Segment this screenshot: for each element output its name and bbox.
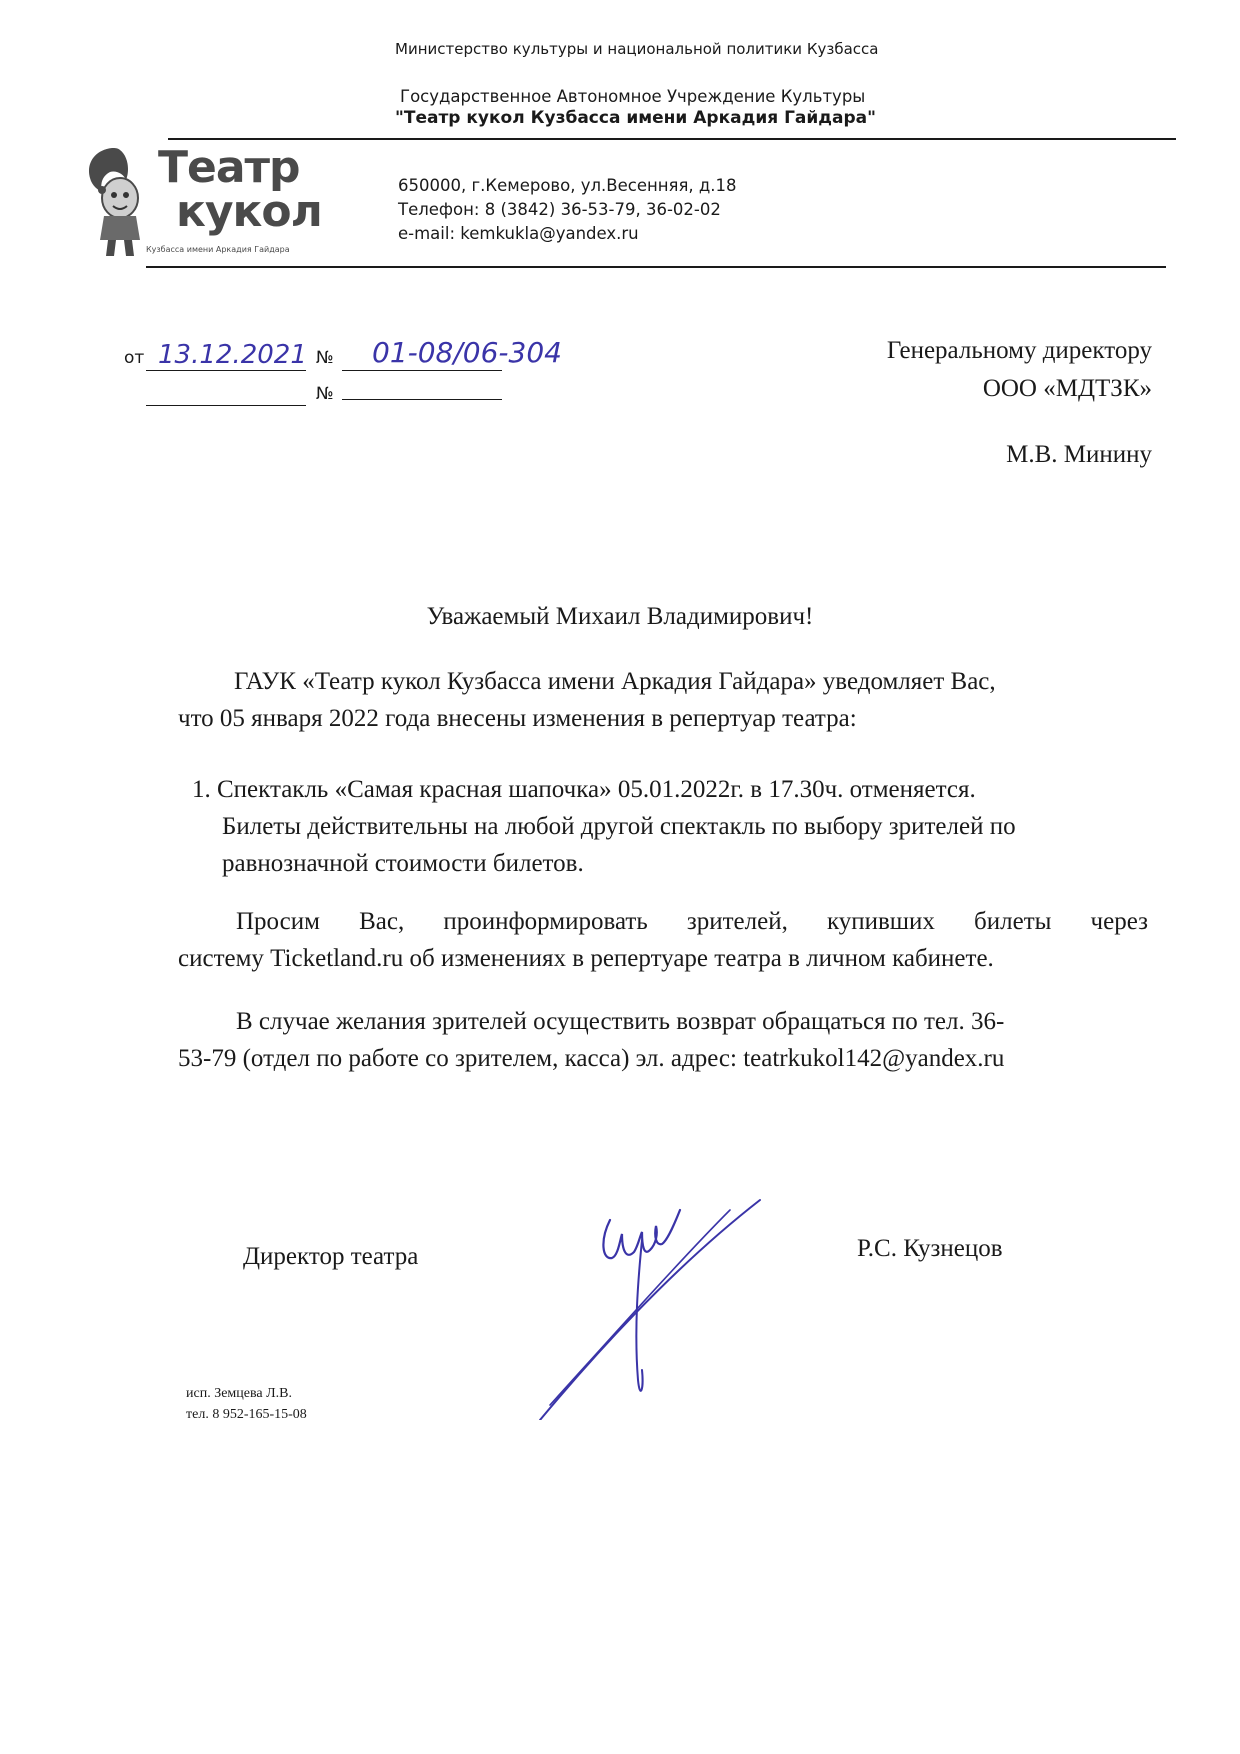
handwritten-number: 01-08/06-304 (372, 336, 562, 369)
list-item-number: 1. (192, 776, 211, 803)
org-type: Государственное Автономное Учреждение Культуры (400, 87, 866, 106)
email: e-mail: kemkukla@yandex.ru (398, 224, 639, 243)
list-item-1-line-3: равнозначной стоимости билетов. (222, 850, 584, 877)
from-label: от (124, 348, 145, 368)
paragraph-3-line-1: В случае желания зрителей осуществить возврат обращаться по тел. 36- (236, 1008, 1005, 1035)
list-item-1-line-1: 1. Спектакль «Самая красная шапочка» 05.01.2022г. в 17.30ч. отменяется. (192, 776, 976, 803)
logo-caption: Кузбасса имени Аркадия Гайдара (146, 245, 290, 254)
addressee-block (887, 332, 1152, 474)
phone: Телефон: 8 (3842) 36-53-79, 36-02-02 (398, 200, 721, 219)
number-label-2: № (316, 384, 334, 404)
number-line (342, 370, 502, 371)
date-line (146, 370, 306, 371)
paragraph-2-line-2: систему Ticketland.ru об изменениях в репертуаре театра в личном кабинете. (178, 945, 994, 972)
executor-name: исп. Земцева Л.В. (186, 1386, 292, 1401)
paragraph-3 (178, 1003, 1148, 1077)
theatre-logo (82, 140, 357, 265)
ministry-name: Министерство культуры и национальной политики Кузбасса (395, 40, 879, 58)
signatory-name: Р.С. Кузнецов (857, 1235, 1003, 1262)
paragraph-1-line-1: ГАУК «Театр кукол Кузбасса имени Аркадия Гайдара» уведомляет Вас, (234, 668, 996, 695)
header-rule-bottom (146, 266, 1166, 268)
number-label: № (316, 348, 334, 368)
addressee-company: ООО «МДТЗК» (982, 375, 1152, 402)
paragraph-1 (178, 663, 1148, 737)
paragraph-3-line-2: 53-79 (отдел по работе со зрителем, касса) эл. адрес: teatrkukol142@yandex.ru (178, 1045, 1005, 1072)
list-item-1-line-2: Билеты действительны на любой другой спектакль по выбору зрителей по (222, 813, 1016, 840)
executor-phone: тел. 8 952-165-15-08 (186, 1407, 307, 1422)
handwritten-date: 13.12.2021 (158, 340, 307, 370)
date-line-2 (146, 405, 306, 406)
logo-word-1: Театр (158, 142, 300, 193)
signatory-title: Директор театра (243, 1243, 419, 1270)
executor-block (186, 1383, 307, 1425)
address: 650000, г.Кемерово, ул.Весенняя, д.18 (398, 176, 737, 195)
salutation: Уважаемый Михаил Владимирович! (426, 603, 814, 630)
addressee-position: Генеральному директору (886, 337, 1152, 364)
list-item-1 (192, 771, 1142, 882)
org-name: "Театр кукол Кузбасса имени Аркадия Гайдара" (395, 108, 876, 128)
paragraph-1-line-2: что 05 января 2022 года внесены изменения в репертуар театра: (178, 705, 857, 732)
contact-block (398, 174, 737, 246)
addressee-name: М.В. Минину (1006, 441, 1152, 468)
logo-word-2: кукол (176, 186, 322, 237)
paragraph-2-line-1: Просим Вас, проинформировать зрителей, купивших билеты через (236, 908, 1148, 935)
paragraph-2 (178, 903, 1148, 977)
number-line-2 (342, 399, 502, 400)
handwritten-signature (530, 1180, 770, 1420)
